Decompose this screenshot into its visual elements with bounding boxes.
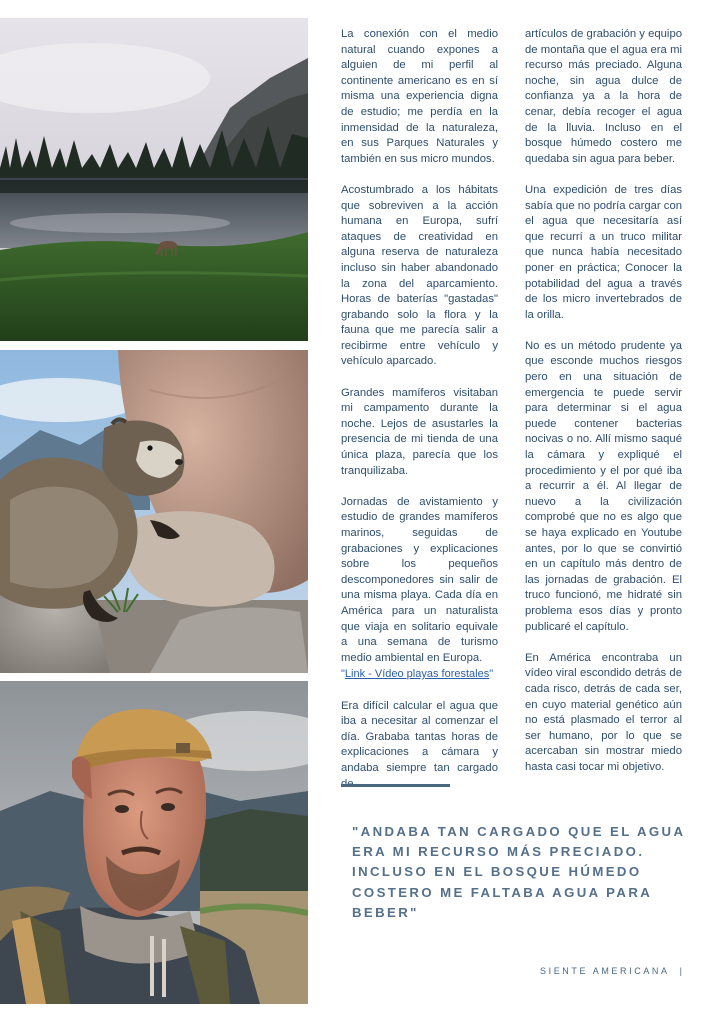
photo-mountain-lake-deer bbox=[0, 18, 308, 341]
photo-man-selfie-mountains bbox=[0, 681, 308, 1004]
paragraph: Jornadas de avistamiento y estudio de grandes mamíferos marinos, seguidas de grabaciones y explicaciones sobre los pequeños descomponedores sin salir de una misma playa. Cada día en América para un naturalista que viaja en solitario equivale a una semana de turismo medio ambiental en Europa. bbox=[341, 495, 498, 664]
quote-divider bbox=[341, 784, 450, 787]
paragraph: Acostumbrado a los hábitats que sobreviven a la acción humana en Europa, sufrí ataques de creatividad en alguna reserva de naturaleza incluso sin haber abandonado la zona del aparcamiento. Horas de baterías "gastadas" grabando solo la flora y la fauna que me parecía salir a recibirme entre vehículo y vehículo aparcado. bbox=[341, 183, 498, 368]
paragraph: En América encontraba un vídeo viral escondido detrás de cada risco, detrás de cada ser, en cuyo material genético aún no está plasmado el terror al ser humano, por lo que se acercaban sin mostrar miedo hasta casi tocar mi objetivo. bbox=[525, 651, 682, 773]
text-column-1 bbox=[341, 27, 498, 808]
text-column-2 bbox=[525, 27, 682, 791]
photo-marmot-on-rocks bbox=[0, 350, 308, 673]
video-link-playas-forestales[interactable] bbox=[341, 667, 498, 683]
link-open-quote: " bbox=[341, 667, 345, 680]
paragraph: Grandes mamíferos visitaban mi campamento durante la noche. Lejos de asustarles la presencia de mi tienda de una única plaza, parecía que los tranquilizaba. bbox=[341, 386, 498, 477]
footer bbox=[540, 966, 685, 976]
link-close-quote: " bbox=[489, 667, 494, 680]
paragraph: La conexión con el medio natural cuando expones a alguien de mi perfil al continente americano es en sí misma una experiencia digna de estudio; me perdía en la inmensidad de la naturaleza, en sus Parques Naturales y también en sus micro mundos. bbox=[341, 28, 498, 165]
pull-quote: "ANDABA TAN CARGADO QUE EL AGUA ERA MI RECURSO MÁS PRECIADO. INCLUSO EN EL BOSQUE HÚMEDO COSTERO ME FALTABA AGUA PARA BEBER" bbox=[352, 824, 685, 920]
paragraph: artículos de grabación y equipo de montaña que el agua era mi recurso más preciado. Alguna noche, sin agua dulce de confianza ya a la hora de cenar, debía recoger el agua de la lluvia. Incluso en el bosque húmedo costero me quedaba sin agua para beber. bbox=[525, 28, 683, 165]
link-text: Link - Vídeo playas forestales bbox=[344, 667, 490, 680]
footer-label: SIENTE AMERICANA bbox=[540, 966, 670, 976]
footer-separator: | bbox=[679, 966, 685, 976]
paragraph: No es un método prudente ya que esconde muchos riesgos pero en una situación de emergencia te puede servir para determinar si el agua puede contener bacterias nocivas o no. Allí mismo saqué la cámara y expliqué el procedimiento y el por qué iba a recurrir a él. Al llegar de nuevo a la civilización comprobé que no es algo que se haya explicado en Youtube antes, por lo que se convirtió en un capítulo más dentro de las jornadas de grabación. El truco funcionó, me hidraté sin problema esos días y pronto publicaré el capítulo. bbox=[525, 339, 682, 633]
paragraph: Una expedición de tres días sabía que no podría cargar con el agua que necesitaría así que recurrí a un truco militar que nunca había necesitado poner en práctica; Conocer la potabilidad del agua a través de los micro invertebrados de la orilla. bbox=[525, 183, 683, 321]
paragraph: Era difícil calcular el agua que iba a necesitar al comenzar el día. Grababa tantas horas de explicaciones a cámara y andaba siempre tan cargado bbox=[341, 699, 498, 774]
